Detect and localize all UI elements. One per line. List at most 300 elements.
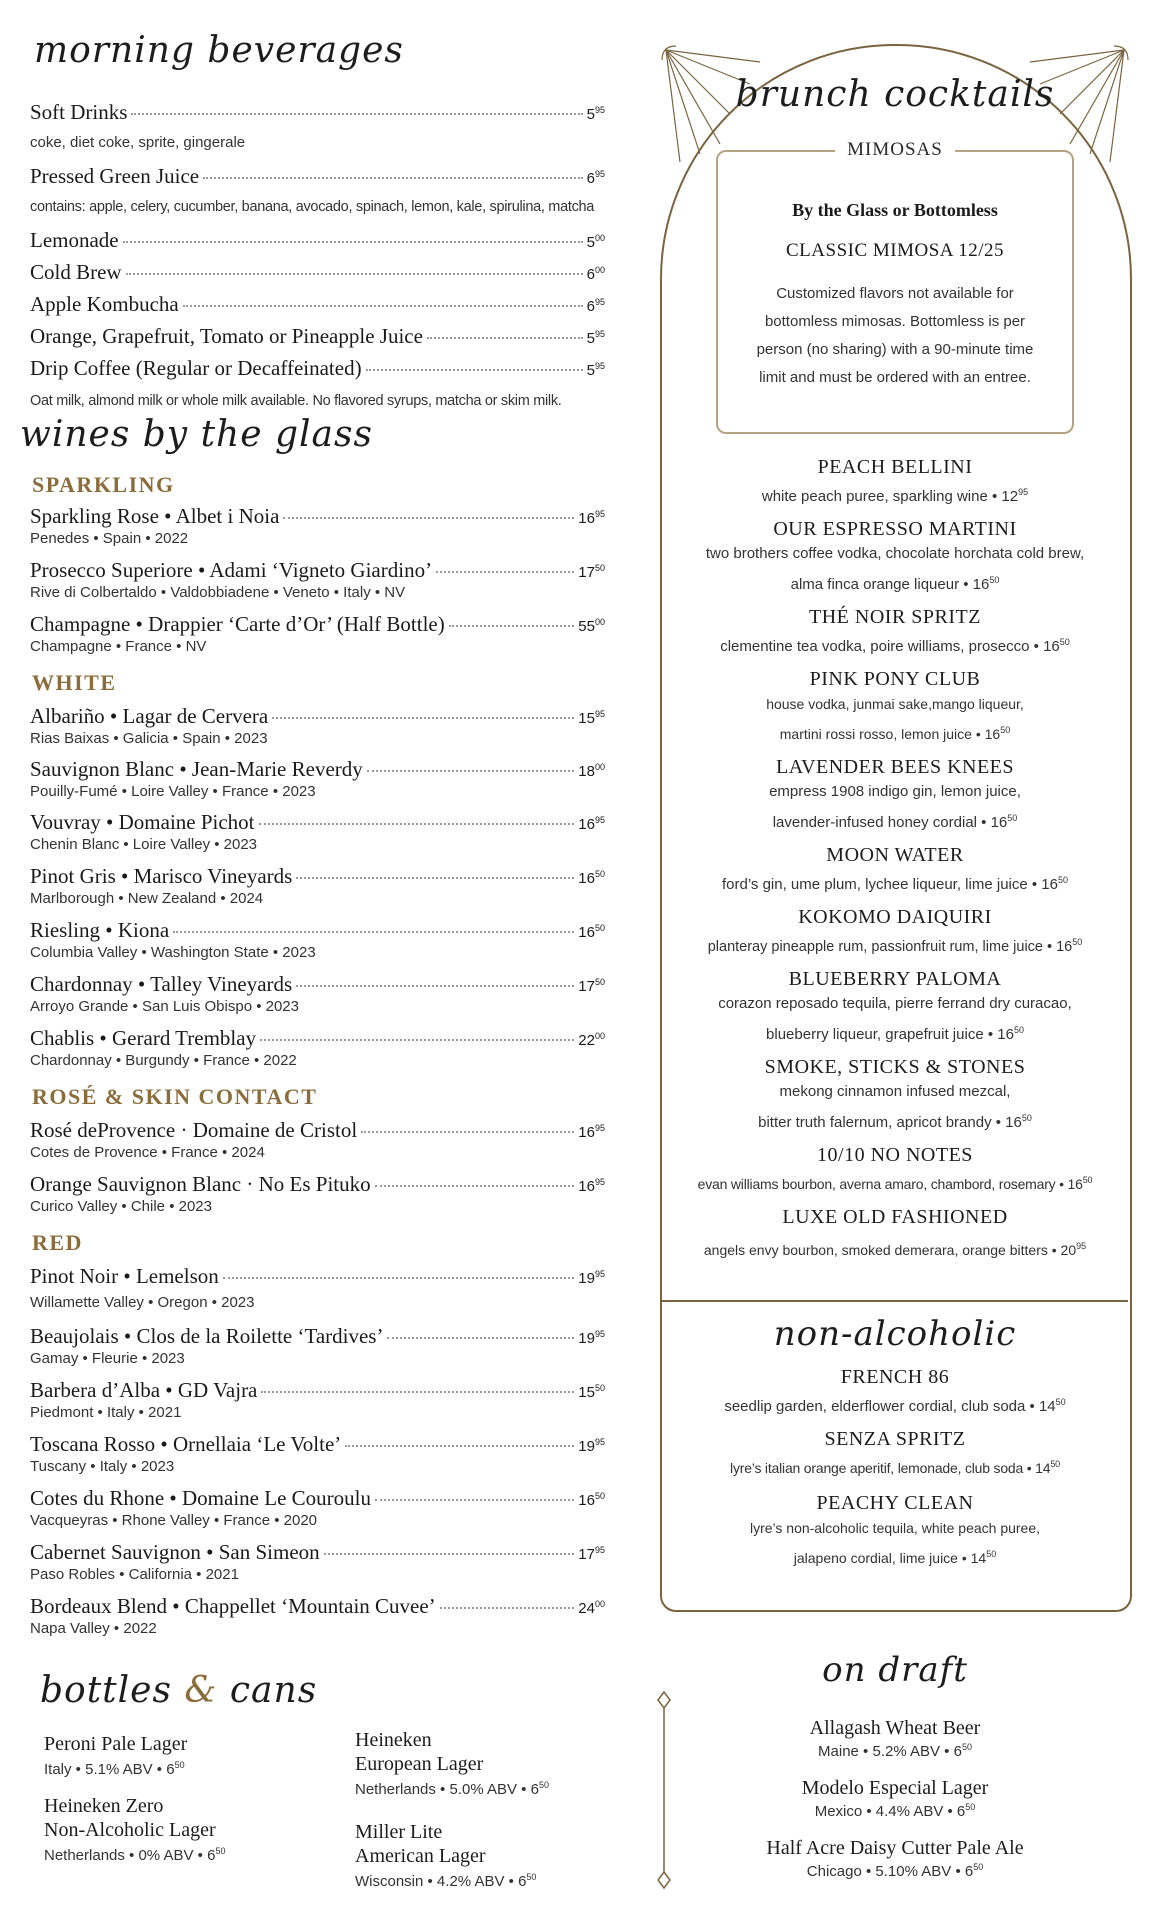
wine-origin: Columbia Valley • Washington State • 2023	[30, 944, 316, 961]
beer-info-text: Netherlands • 0% ABV • 6	[44, 1847, 216, 1864]
leader-dots	[283, 517, 574, 519]
cocktail-name: KOKOMO DAIQUIRI	[798, 906, 992, 928]
wine-origin: Chenin Blanc • Loire Valley • 2023	[30, 836, 258, 853]
cocktail	[660, 1206, 1130, 1268]
cocktail-desc	[660, 479, 1130, 510]
price-cents: 95	[594, 815, 605, 825]
desc-text: martini rossi rosso, lemon juice • 16	[779, 726, 1001, 742]
cocktail-desc: mekong cinnamon infused mezcal,	[779, 1083, 1011, 1100]
price-dollars: 5	[586, 106, 595, 123]
price-dollars: 17	[578, 1546, 595, 1563]
wine-origin: Tuscany • Italy • 2023	[30, 1458, 175, 1475]
leader-dots	[345, 1445, 574, 1447]
cocktail-desc	[660, 629, 1130, 660]
leader-dots	[223, 1277, 575, 1279]
price-dollars: 19	[578, 1330, 595, 1347]
leader-dots	[436, 571, 574, 573]
cocktail-desc	[660, 929, 1130, 960]
non-alcoholic-title: non-alcoholic	[773, 1314, 1017, 1354]
bottle-item	[355, 1820, 536, 1890]
cocktail-name: PINK PONY CLUB	[809, 668, 981, 690]
price-dollars: 17	[578, 978, 595, 995]
cocktail-desc-line2	[660, 1105, 1130, 1136]
desc-text: clementine tea vodka, poire williams, prosecco • 16	[720, 638, 1060, 655]
desc-text: blueberry liqueur, grapefruit juice • 16	[766, 1026, 1014, 1043]
draft-item	[730, 1836, 1060, 1896]
wine-price	[578, 563, 605, 581]
item-name: Pressed Green Juice	[30, 164, 200, 188]
wine-price	[578, 1545, 605, 1563]
wine-row	[30, 1486, 605, 1511]
leader-dots	[375, 1499, 574, 1501]
wine-row	[30, 1118, 605, 1143]
price-dollars: 19	[578, 1270, 595, 1287]
wine-row	[30, 1378, 605, 1403]
draft-list	[730, 1716, 1060, 1896]
price-cents: 95	[1018, 487, 1029, 497]
wine-row	[30, 558, 605, 583]
wine-price	[578, 1269, 605, 1287]
price-cents: 95	[594, 297, 605, 307]
desc-text: ford’s gin, ume plum, lychee liqueur, lime juice • 16	[722, 876, 1058, 893]
cocktail-name: LUXE OLD FASHIONED	[782, 1206, 1008, 1228]
price-cents: 50	[594, 563, 605, 573]
wine-name: Bordeaux Blend • Chappellet ‘Mountain Cuvee’	[30, 1594, 436, 1618]
wine-name: Cabernet Sauvignon • San Simeon	[30, 1540, 320, 1564]
cocktail	[660, 668, 1130, 756]
beer-info-text: Chicago • 5.10% ABV • 6	[806, 1863, 974, 1880]
na-list	[660, 1366, 1130, 1580]
wine-name: Albariño • Lagar de Cervera	[30, 704, 269, 728]
draft-divider-ornament	[656, 1690, 672, 1890]
price-cents: 00	[594, 1599, 605, 1609]
price-dollars: 6	[586, 170, 595, 187]
wine-price	[578, 617, 605, 635]
wine-price	[578, 1177, 605, 1195]
beer-name: Heineken	[355, 1729, 432, 1751]
na-drink	[660, 1428, 1130, 1492]
wine-price	[578, 923, 605, 941]
leader-dots	[126, 273, 583, 275]
bottle-item	[355, 1728, 549, 1798]
cocktail-name: SMOKE, STICKS & STONES	[764, 1056, 1026, 1078]
cocktail-desc: corazon reposado tequila, pierre ferrand dry curacao,	[718, 995, 1072, 1012]
beer-info	[730, 1742, 1060, 1760]
wine-name: Sauvignon Blanc • Jean-Marie Reverdy	[30, 757, 363, 781]
leader-dots	[324, 1553, 575, 1555]
wine-name: Chardonnay • Talley Vineyards	[30, 972, 293, 996]
draft-item	[730, 1776, 1060, 1836]
menu-item	[30, 228, 605, 253]
item-price	[587, 297, 605, 315]
price-cents: 50	[215, 1846, 226, 1856]
item-price	[587, 105, 605, 123]
wine-row	[30, 1540, 605, 1565]
cocktail-desc: two brothers coffee vodka, chocolate horchata cold brew,	[705, 545, 1085, 562]
wine-origin: Piedmont • Italy • 2021	[30, 1404, 182, 1421]
price-cents: 50	[538, 1780, 549, 1790]
price-cents: 50	[1059, 637, 1070, 647]
price-dollars: 15	[578, 710, 595, 727]
price-cents: 50	[1050, 1459, 1060, 1469]
classic-mimosa: CLASSIC MIMOSA 12/25	[786, 240, 1004, 261]
price-cents: 95	[594, 1177, 605, 1187]
beer-name-line2: Non-Alcoholic Lager	[44, 1819, 216, 1841]
wine-row	[30, 810, 605, 835]
section-divider	[662, 1300, 1128, 1302]
menu-item	[30, 100, 605, 125]
cocktail-desc	[660, 867, 1130, 898]
wine-row	[30, 1264, 605, 1289]
price-dollars: 19	[578, 1438, 595, 1455]
beer-name: Miller Lite	[355, 1821, 443, 1843]
leader-dots	[123, 241, 583, 243]
wine-row	[30, 918, 605, 943]
price-dollars: 5	[586, 362, 595, 379]
bottle-item	[44, 1794, 225, 1864]
wine-name: Barbera d’Alba • GD Vajra	[30, 1378, 258, 1402]
wine-row	[30, 972, 605, 997]
wine-name: Orange Sauvignon Blanc · No Es Pituko	[30, 1172, 371, 1196]
wine-origin: Vacqueyras • Rhone Valley • France • 2020	[30, 1512, 318, 1529]
wine-name: Beaujolais • Clos de la Roilette ‘Tardives’	[30, 1324, 384, 1348]
wine-name: Sparkling Rose • Albet i Noia	[30, 504, 280, 528]
wine-origin: Rias Baixas • Galicia • Spain • 2023	[30, 730, 268, 747]
item-name: Drip Coffee (Regular or Decaffeinated)	[30, 356, 362, 380]
price-dollars: 17	[578, 564, 595, 581]
item-price	[587, 329, 605, 347]
desc-text: jalapeno cordial, lime juice • 14	[793, 1550, 987, 1566]
price-cents: 50	[1013, 1025, 1024, 1035]
price-cents: 95	[594, 329, 605, 339]
menu-item	[30, 324, 605, 349]
price-cents: 95	[594, 1437, 605, 1447]
price-cents: 00	[594, 265, 605, 275]
cocktail-name: OUR ESPRESSO MARTINI	[773, 518, 1017, 540]
beer-info-text: Netherlands • 5.0% ABV • 6	[355, 1781, 539, 1798]
wines-title: wines by the glass	[20, 414, 373, 455]
cocktail	[660, 606, 1130, 668]
leader-dots	[296, 985, 574, 987]
wine-row	[30, 612, 605, 637]
price-cents: 95	[594, 1545, 605, 1555]
na-drink-name: FRENCH 86	[840, 1366, 950, 1388]
item-name: Apple Kombucha	[30, 292, 179, 316]
price-cents: 95	[594, 361, 605, 371]
cocktail	[660, 756, 1130, 844]
beer-name-line2: European Lager	[355, 1753, 484, 1775]
beer-name: Allagash Wheat Beer	[809, 1717, 981, 1739]
price-cents: 50	[594, 1383, 605, 1393]
price-cents: 95	[594, 1123, 605, 1133]
price-cents: 50	[594, 977, 605, 987]
mimosa-note-line: person (no sharing) with a 90-minute time	[756, 341, 1034, 358]
cocktail-desc: empress 1908 indigo gin, lemon juice,	[769, 783, 1021, 800]
wine-origin: Rive di Colbertaldo • Valdobbiadene • Veneto • Italy • NV	[30, 584, 406, 601]
wine-name: Cotes du Rhone • Domaine Le Couroulu	[30, 1486, 371, 1510]
item-name: Lemonade	[30, 228, 119, 252]
leader-dots	[131, 113, 582, 115]
leader-dots	[361, 1131, 574, 1133]
item-price	[587, 361, 605, 379]
na-drink-desc	[660, 1451, 1130, 1481]
price-cents: 00	[594, 762, 605, 772]
cocktail-name: LAVENDER BEES KNEES	[775, 756, 1015, 778]
beer-info	[44, 1760, 187, 1778]
beer-name: Peroni Pale Lager	[44, 1733, 188, 1755]
price-cents: 95	[594, 105, 605, 115]
leader-dots	[183, 305, 583, 307]
wine-origin: Marlborough • New Zealand • 2024	[30, 890, 264, 907]
cocktail	[660, 1056, 1130, 1144]
wine-price	[578, 1437, 605, 1455]
price-dollars: 18	[578, 763, 595, 780]
price-cents: 50	[1021, 1113, 1032, 1123]
leader-dots	[375, 1185, 575, 1187]
cocktail-desc-line2	[660, 805, 1130, 836]
mimosas-label: MIMOSAS	[835, 139, 955, 161]
wine-price	[578, 1491, 605, 1509]
wine-price	[578, 709, 605, 727]
cocktail-desc-line2	[660, 717, 1130, 747]
leader-dots	[272, 717, 574, 719]
leader-dots	[203, 177, 583, 179]
price-dollars: 24	[578, 1600, 595, 1617]
cocktail	[660, 518, 1130, 606]
price-cents: 50	[961, 1742, 972, 1752]
price-dollars: 16	[578, 1124, 595, 1141]
wine-origin: Chardonnay • Burgundy • France • 2022	[30, 1052, 297, 1069]
cocktail	[660, 456, 1130, 518]
leader-dots	[366, 369, 583, 371]
price-cents: 95	[594, 1329, 605, 1339]
price-cents: 00	[594, 233, 605, 243]
wine-name: Chablis • Gerard Tremblay	[30, 1026, 257, 1050]
mimosa-note	[718, 280, 1072, 392]
wine-name: Pinot Noir • Lemelson	[30, 1264, 219, 1288]
na-drink-desc	[660, 1389, 1130, 1420]
price-cents: 95	[594, 709, 605, 719]
desc-text: seedlip garden, elderflower cordial, club soda • 14	[724, 1398, 1056, 1415]
menu-item	[30, 356, 605, 381]
wine-price	[578, 815, 605, 833]
price-cents: 50	[594, 869, 605, 879]
cocktail-name: 10/10 NO NOTES	[817, 1144, 973, 1166]
soft-drinks-note: coke, diet coke, sprite, gingerale	[30, 134, 246, 151]
morning-beverages-title: morning beverages	[34, 30, 404, 71]
price-dollars: 16	[578, 1178, 595, 1195]
na-drink-desc: lyre’s non-alcoholic tequila, white peach puree,	[749, 1520, 1041, 1536]
cocktail-list	[660, 456, 1130, 1268]
mimosa-note-line: limit and must be ordered with an entree.	[759, 369, 1031, 386]
wine-name: Champagne • Drappier ‘Carte d’Or’ (Half Bottle)	[30, 612, 445, 636]
wine-origin: Gamay • Fleurie • 2023	[30, 1350, 185, 1367]
cocktail-desc-line2	[660, 1017, 1130, 1048]
price-cents: 50	[1057, 875, 1068, 885]
wine-price	[578, 762, 605, 780]
wine-row	[30, 1432, 605, 1457]
na-drink	[660, 1492, 1130, 1580]
price-dollars: 6	[586, 266, 595, 283]
green-juice-note: contains: apple, celery, cucumber, banana, avocado, spinach, lemon, kale, spirulina, matcha	[30, 199, 595, 215]
cocktail	[660, 906, 1130, 968]
wine-origin: Arroyo Grande • San Luis Obispo • 2023	[30, 998, 299, 1015]
wine-name: Vouvray • Domaine Pichot	[30, 810, 255, 834]
na-drink-name: SENZA SPRITZ	[824, 1428, 966, 1450]
wine-row	[30, 1324, 605, 1349]
cocktail	[660, 968, 1130, 1056]
mimosa-note-line: Customized flavors not available for	[776, 285, 1014, 302]
on-draft-title: on draft	[822, 1650, 968, 1690]
desc-text: lyre’s italian orange aperitif, lemonade, club soda • 14	[730, 1460, 1051, 1476]
price-dollars: 6	[586, 298, 595, 315]
wine-name: Rosé deProvence · Domaine de Cristol	[30, 1118, 358, 1142]
price-cents: 50	[1082, 1175, 1093, 1185]
desc-text: angels envy bourbon, smoked demerara, orange bitters • 20	[703, 1242, 1077, 1258]
milk-note: Oat milk, almond milk or whole milk available. No flavored syrups, matcha or skim milk.	[30, 393, 562, 409]
beer-info	[355, 1780, 549, 1798]
category-white: WHITE	[32, 670, 117, 695]
category-sparkling: SPARKLING	[32, 472, 175, 497]
price-cents: 50	[965, 1802, 976, 1812]
cocktail-name: THÉ NOIR SPRITZ	[809, 606, 981, 628]
price-cents: 50	[986, 1549, 997, 1559]
leader-dots	[259, 823, 575, 825]
menu-item	[30, 164, 605, 189]
leader-dots	[387, 1337, 574, 1339]
wine-row	[30, 1026, 605, 1051]
price-cents: 50	[174, 1760, 185, 1770]
beer-info	[730, 1862, 1060, 1880]
wine-price	[578, 1383, 605, 1401]
wine-origin: Pouilly-Fumé • Loire Valley • France • 2023	[30, 783, 316, 800]
price-cents: 50	[1072, 937, 1083, 947]
price-dollars: 22	[578, 1032, 595, 1049]
draft-item	[730, 1716, 1060, 1776]
desc-text: evan williams bourbon, averna amaro, chambord, rosemary • 16	[697, 1176, 1083, 1192]
leader-dots	[449, 625, 575, 627]
leader-dots	[260, 1039, 574, 1041]
price-dollars: 55	[578, 618, 595, 635]
item-name: Orange, Grapefruit, Tomato or Pineapple Juice	[30, 324, 423, 348]
wine-price	[578, 1031, 605, 1049]
wine-row	[30, 1172, 605, 1197]
na-drink	[660, 1366, 1130, 1428]
wine-origin: Napa Valley • 2022	[30, 1620, 157, 1637]
menu-item	[30, 260, 605, 285]
wine-price	[578, 509, 605, 527]
leader-dots	[296, 877, 574, 879]
leader-dots	[427, 337, 583, 339]
wine-origin: Paso Robles • California • 2021	[30, 1566, 239, 1583]
beer-info-text: Maine • 5.2% ABV • 6	[818, 1743, 962, 1760]
category-red: RED	[32, 1230, 83, 1255]
by-glass-label: By the Glass or Bottomless	[792, 200, 998, 220]
wine-price	[578, 1329, 605, 1347]
wine-name: Toscana Rosso • Ornellaia ‘Le Volte’	[30, 1432, 342, 1456]
beer-name: Modelo Especial Lager	[801, 1777, 989, 1799]
wine-price	[578, 1123, 605, 1141]
beer-info-text: Wisconsin • 4.2% ABV • 6	[355, 1873, 527, 1890]
beer-info-text: Mexico • 4.4% ABV • 6	[814, 1803, 966, 1820]
price-dollars: 15	[578, 1384, 595, 1401]
wine-origin: Penedes • Spain • 2022	[30, 530, 189, 547]
item-price	[587, 233, 605, 251]
wine-row	[30, 1594, 605, 1619]
brunch-panel	[660, 44, 1130, 1610]
price-cents: 95	[1076, 1241, 1087, 1251]
cocktail-desc	[660, 1233, 1130, 1263]
price-dollars: 5	[586, 234, 595, 251]
beer-name: Half Acre Daisy Cutter Pale Ale	[766, 1837, 1024, 1859]
desc-text: planteray pineapple rum, passionfruit rum, lime juice • 16	[707, 939, 1073, 955]
cocktail-desc: house vodka, junmai sake,mango liqueur,	[766, 696, 1024, 712]
title-ampersand: &	[184, 1670, 218, 1711]
desc-text: lavender-infused honey cordial • 16	[772, 814, 1008, 831]
bottles-cans-title	[40, 1670, 317, 1711]
item-price	[587, 169, 605, 187]
wine-name: Riesling • Kiona	[30, 918, 170, 942]
leader-dots	[261, 1391, 574, 1393]
na-drink-desc-line2	[660, 1541, 1130, 1571]
wine-origin: Cotes de Provence • France • 2024	[30, 1144, 265, 1161]
leader-dots	[173, 931, 574, 933]
price-dollars: 16	[578, 510, 595, 527]
menu-item	[30, 292, 605, 317]
desc-text: alma finca orange liqueur • 16	[790, 576, 990, 593]
item-name: Soft Drinks	[30, 100, 128, 124]
wine-row	[30, 864, 605, 889]
price-dollars: 16	[578, 924, 595, 941]
item-price	[587, 265, 605, 283]
price-cents: 95	[594, 1269, 605, 1279]
mimosa-note-line: bottomless mimosas. Bottomless is per	[764, 313, 1026, 330]
title-bottles: bottles	[40, 1670, 185, 1711]
price-dollars: 16	[578, 870, 595, 887]
wine-row	[30, 757, 605, 782]
na-drink-name: PEACHY CLEAN	[816, 1492, 974, 1514]
beer-info-text: Italy • 5.1% ABV • 6	[44, 1761, 175, 1778]
wine-row	[30, 504, 605, 529]
price-cents: 50	[594, 1491, 605, 1501]
wine-name: Pinot Gris • Marisco Vineyards	[30, 864, 293, 888]
cocktail-desc-line2	[660, 567, 1130, 598]
cocktail	[660, 1144, 1130, 1206]
price-cents: 50	[989, 575, 1000, 585]
wine-origin: Champagne • France • NV	[30, 638, 207, 655]
desc-text: bitter truth falernum, apricot brandy • 16	[758, 1114, 1022, 1131]
wine-row	[30, 704, 605, 729]
beer-info	[355, 1872, 536, 1890]
cocktail	[660, 844, 1130, 906]
cocktail-name: MOON WATER	[826, 844, 964, 866]
cocktail-name: PEACH BELLINI	[817, 456, 973, 478]
wine-price	[578, 1599, 605, 1617]
cocktail-name: BLUEBERRY PALOMA	[788, 968, 1002, 990]
price-dollars: 5	[586, 330, 595, 347]
wine-price	[578, 977, 605, 995]
price-dollars: 16	[578, 816, 595, 833]
leader-dots	[367, 770, 575, 772]
beer-name-line2: American Lager	[355, 1845, 486, 1867]
price-cents: 95	[594, 509, 605, 519]
beer-name: Heineken Zero	[44, 1795, 164, 1817]
price-cents: 50	[1055, 1397, 1066, 1407]
wine-origin: Willamette Valley • Oregon • 2023	[30, 1294, 255, 1311]
leader-dots	[440, 1607, 575, 1609]
wine-price	[578, 869, 605, 887]
price-cents: 50	[1000, 725, 1011, 735]
